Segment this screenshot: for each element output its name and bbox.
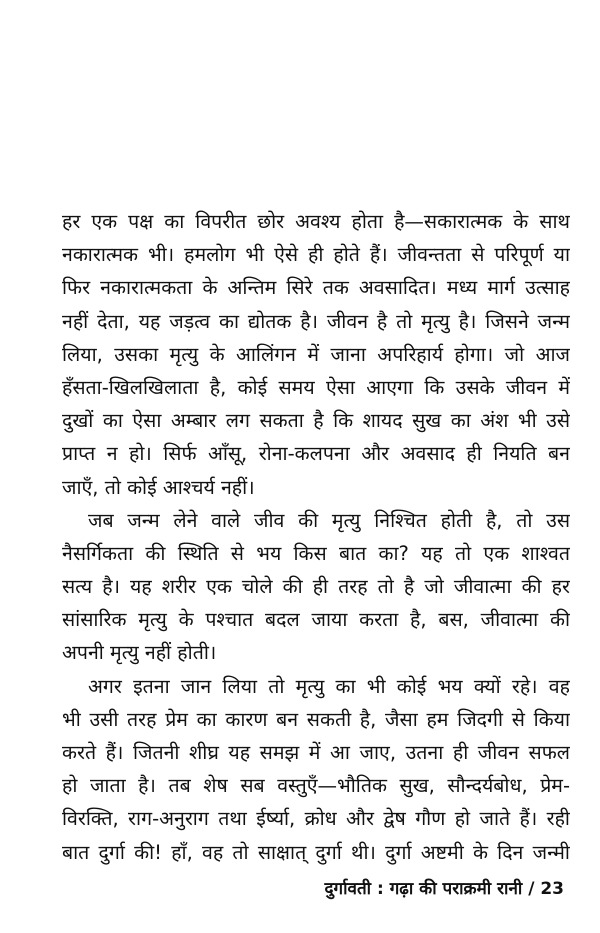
text-line: हर एक पक्ष का विपरीत छोर अवश्य होता है—सकारात्मक के साथ [62,210,570,233]
text-line: फिर नकारात्मकता के अन्तिम सिरे तक अवसादित। मध्य मार्ग उत्साह [62,276,570,300]
text-line: नहीं देता, यह जड़त्व का द्योतक है। जीवन है तो मृत्यु है। जिसने जन्म [62,309,570,333]
text-line: नैसर्गिकता की स्थिति से भय किस बात का? यह तो एक शाश्वत [62,541,570,565]
text-line: नकारात्मक भी। हमलोग भी ऐसे ही होते हैं। जीवन्तता से परिपूर्ण या [62,243,570,267]
text-line: करते हैं। जितनी शीघ्र यह समझ में आ जाए, उतना ही जीवन सफल [62,741,570,764]
text-line: अगर इतना जान लिया तो मृत्यु का भी कोई भय क्यों रहे। वह [88,674,570,698]
text-line: बात दुर्गा की! हाँ, वह तो साक्षात् दुर्गा थी। दुर्गा अष्टमी के दिन जन्मी [62,840,570,864]
text-line: सत्य है। यह शरीर एक चोले की ही तरह तो है जो जीवात्मा की हर [62,575,570,599]
paragraph-3 [62,670,570,869]
body-text [62,205,570,869]
text-line: जाएँ, तो कोई आश्चर्य नहीं। [62,475,255,499]
text-line: हँसता-खिलखिलाता है, कोई समय ऐसा आएगा कि उसके जीवन में [62,375,570,399]
text-line: हो जाता है। तब शेष सब वस्तुएँ—भौतिक सुख, सौन्दर्यबोध, प्रेम- [62,774,570,798]
text-line: लिया, उसका मृत्यु के आलिंगन में जाना अपरिहार्य होगा। जो आज [62,342,570,366]
text-line: सांसारिक मृत्यु के पश्चात बदल जाया करता है, बस, जीवात्मा की [62,608,570,632]
text-line: अपनी मृत्यु नहीं होती। [62,641,217,665]
paragraph-1 [62,205,570,504]
running-footer: दुर्गावती : गढ़ा की पराक्रमी रानी / 23 [324,879,564,899]
text-line: प्राप्त न हो। सिर्फ आँसू, रोना-कलपना और अवसाद ही नियति बन [62,442,570,466]
text-line: जब जन्म लेने वाले जीव की मृत्यु निश्चित होती है, तो उस [88,508,570,532]
text-line: दुखों का ऐसा अम्बार लग सकता है कि शायद सुख का अंश भी उसे [62,409,570,433]
text-line: विरक्ति, राग-अनुराग तथा ईर्ष्या, क्रोध और द्वेष गौण हो जाते हैं। रही [62,807,570,831]
text-line: भी उसी तरह प्रेम का कारण बन सकती है, जैसा हम जिदगी से किया [62,707,570,731]
paragraph-2 [62,504,570,670]
